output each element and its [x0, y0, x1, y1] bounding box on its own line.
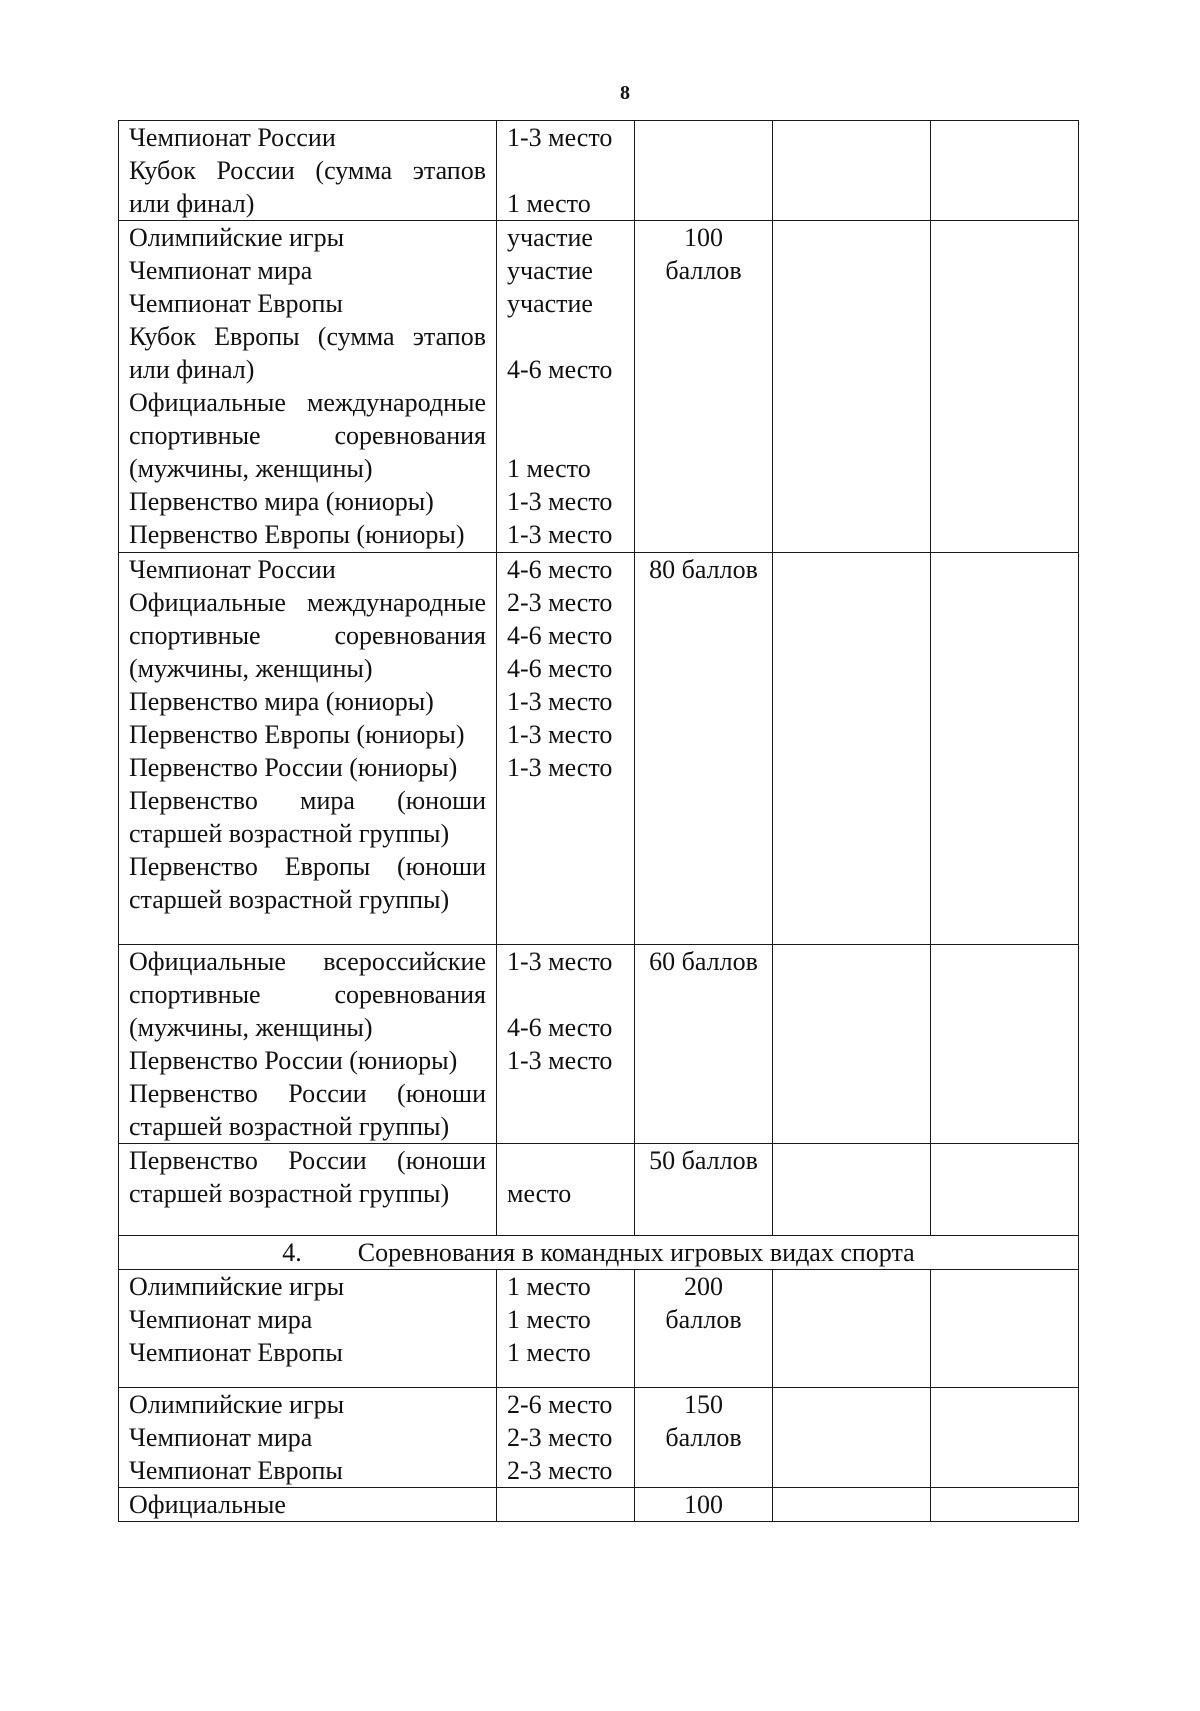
- place-value: 1 место: [507, 454, 591, 483]
- empty-cell: [773, 221, 931, 553]
- place-value: 2-3 место: [507, 1456, 613, 1485]
- competition-name: Чемпионат России: [129, 123, 336, 152]
- competition-name: Чемпионат Европы: [129, 1456, 343, 1485]
- place-value: 4-6 место: [507, 555, 613, 584]
- competition-name: Чемпионат мира: [129, 256, 313, 285]
- place-value: 2-3 место: [507, 588, 613, 617]
- place-value: 1-3 место: [507, 520, 613, 549]
- points-cell: [635, 1144, 773, 1236]
- competition-name: Чемпионат России: [129, 555, 336, 584]
- points-cell: [635, 221, 773, 553]
- place-cell: [497, 221, 635, 553]
- competition-name: Первенство Европы (юноши старшей возрастной группы): [129, 852, 486, 914]
- points-cell: [635, 1270, 773, 1388]
- empty-cell: [773, 945, 931, 1144]
- competition-name: Первенство мира (юниоры): [129, 487, 434, 516]
- points-cell: [635, 945, 773, 1144]
- competition-name: Первенство мира (юноши старшей возрастной группы): [129, 786, 486, 848]
- table-row: [119, 945, 1079, 1144]
- points-value: 60 баллов: [649, 947, 758, 976]
- points-value: 100 баллов: [665, 223, 742, 285]
- competition-cell: [119, 1488, 497, 1522]
- competition-name: Первенство Европы (юниоры): [129, 720, 465, 749]
- competition-name: Официальные международные спортивные соревнования (мужчины, женщины): [129, 588, 486, 683]
- place-value: 1 место: [507, 189, 591, 218]
- empty-cell: [931, 221, 1079, 553]
- competition-name: Первенство мира (юниоры): [129, 687, 434, 716]
- competition-cell: [119, 1144, 497, 1236]
- competition-name: Кубок России (сумма этапов или финал): [129, 156, 486, 218]
- place-value: 1 место: [507, 1272, 591, 1301]
- place-value: [507, 1144, 624, 1177]
- place-value: 1-3 место: [507, 487, 613, 516]
- empty-cell: [931, 1144, 1079, 1236]
- competition-name: Официальные международные спортивные соревнования (мужчины, женщины): [129, 388, 486, 483]
- empty-cell: [773, 553, 931, 945]
- competition-name: Первенство России (юноши старшей возрастной группы): [129, 1146, 486, 1208]
- criteria-table: [118, 120, 1079, 1522]
- place-value: [507, 978, 624, 1011]
- competition-cell: [119, 1388, 497, 1488]
- points-cell: [635, 1488, 773, 1522]
- place-cell: [497, 121, 635, 221]
- place-value: 4-6 место: [507, 621, 613, 650]
- competition-cell: [119, 221, 497, 553]
- place-value: 1-3 место: [507, 123, 613, 152]
- competition-name: Чемпионат Европы: [129, 289, 343, 318]
- place-value: 1-3 место: [507, 720, 613, 749]
- section-header-cell: [119, 1236, 1079, 1270]
- competition-name: Первенство России (юноши старшей возрастной группы): [129, 1079, 486, 1141]
- competition-name: Чемпионат мира: [129, 1423, 313, 1452]
- place-value: 1-3 место: [507, 753, 613, 782]
- place-value: 4-6 место: [507, 355, 613, 384]
- table-row: [119, 1488, 1079, 1522]
- place-value: [507, 1488, 624, 1521]
- section-number: 4.: [282, 1238, 302, 1267]
- empty-cell: [773, 1270, 931, 1388]
- points-value: 50 баллов: [649, 1146, 758, 1175]
- empty-cell: [931, 121, 1079, 221]
- empty-cell: [773, 1488, 931, 1522]
- points-cell: [635, 553, 773, 945]
- competition-name: Олимпийские игры: [129, 1390, 345, 1419]
- competition-cell: [119, 1270, 497, 1388]
- empty-cell: [931, 1388, 1079, 1488]
- competition-cell: [119, 121, 497, 221]
- points-cell: [635, 1388, 773, 1488]
- competition-name: Первенство России (юниоры): [129, 1046, 458, 1075]
- empty-cell: [931, 1270, 1079, 1388]
- points-value: 200 баллов: [665, 1272, 742, 1334]
- place-value: участие: [507, 256, 593, 285]
- place-value: 1 место: [507, 1305, 591, 1334]
- competition-name: Кубок Европы (сумма этапов или финал): [129, 322, 486, 384]
- place-cell: [497, 553, 635, 945]
- points-value: 150 баллов: [665, 1390, 742, 1452]
- table-row: [119, 221, 1079, 553]
- table-row: [119, 553, 1079, 945]
- points-cell: [635, 121, 773, 221]
- place-cell: [497, 1488, 635, 1522]
- competition-cell: [119, 553, 497, 945]
- competition-cell: [119, 945, 497, 1144]
- table-row: [119, 121, 1079, 221]
- table-row: [119, 1388, 1079, 1488]
- empty-cell: [931, 553, 1079, 945]
- page-number: 8: [620, 82, 630, 104]
- place-value: [507, 320, 624, 353]
- table-row: [119, 1144, 1079, 1236]
- place-value: 1-3 место: [507, 947, 613, 976]
- place-value: 2-3 место: [507, 1423, 613, 1452]
- place-cell: [497, 1388, 635, 1488]
- table-row: [119, 1270, 1079, 1388]
- table-body-after: [119, 1270, 1079, 1522]
- competition-name: Олимпийские игры: [129, 223, 345, 252]
- empty-cell: [931, 945, 1079, 1144]
- place-value: участие: [507, 289, 593, 318]
- place-value: [507, 386, 624, 419]
- competition-name: Олимпийские игры: [129, 1272, 345, 1301]
- competition-name: Официальные: [129, 1490, 286, 1519]
- place-value: 4-6 место: [507, 1013, 613, 1042]
- place-cell: [497, 945, 635, 1144]
- competition-name: Первенство Европы (юниоры): [129, 520, 465, 549]
- section-header-row: [119, 1236, 1079, 1270]
- place-value: 2-6 место: [507, 1390, 613, 1419]
- place-value: участие: [507, 223, 593, 252]
- competition-name: Чемпионат Европы: [129, 1338, 343, 1367]
- place-value: 1 место: [507, 1338, 591, 1367]
- section-title: Соревнования в командных игровых видах спорта: [357, 1238, 915, 1267]
- section-header-body: [119, 1236, 1079, 1270]
- place-cell: [497, 1270, 635, 1388]
- competition-name: Чемпионат мира: [129, 1305, 313, 1334]
- empty-cell: [773, 1388, 931, 1488]
- empty-cell: [773, 1144, 931, 1236]
- competition-name: Официальные всероссийские спортивные соревнования (мужчины, женщины): [129, 947, 486, 1042]
- place-value: 1-3 место: [507, 687, 613, 716]
- place-value: [507, 154, 624, 187]
- place-cell: [497, 1144, 635, 1236]
- points-value: 100: [684, 1490, 723, 1519]
- empty-cell: [931, 1488, 1079, 1522]
- place-value: 4-6 место: [507, 654, 613, 683]
- points-value: 80 баллов: [649, 555, 758, 584]
- place-value: место: [507, 1179, 572, 1208]
- competition-name: Первенство России (юниоры): [129, 753, 458, 782]
- place-value: 1-3 место: [507, 1046, 613, 1075]
- table-body-before: [119, 121, 1079, 1236]
- place-value: [507, 419, 624, 452]
- empty-cell: [773, 121, 931, 221]
